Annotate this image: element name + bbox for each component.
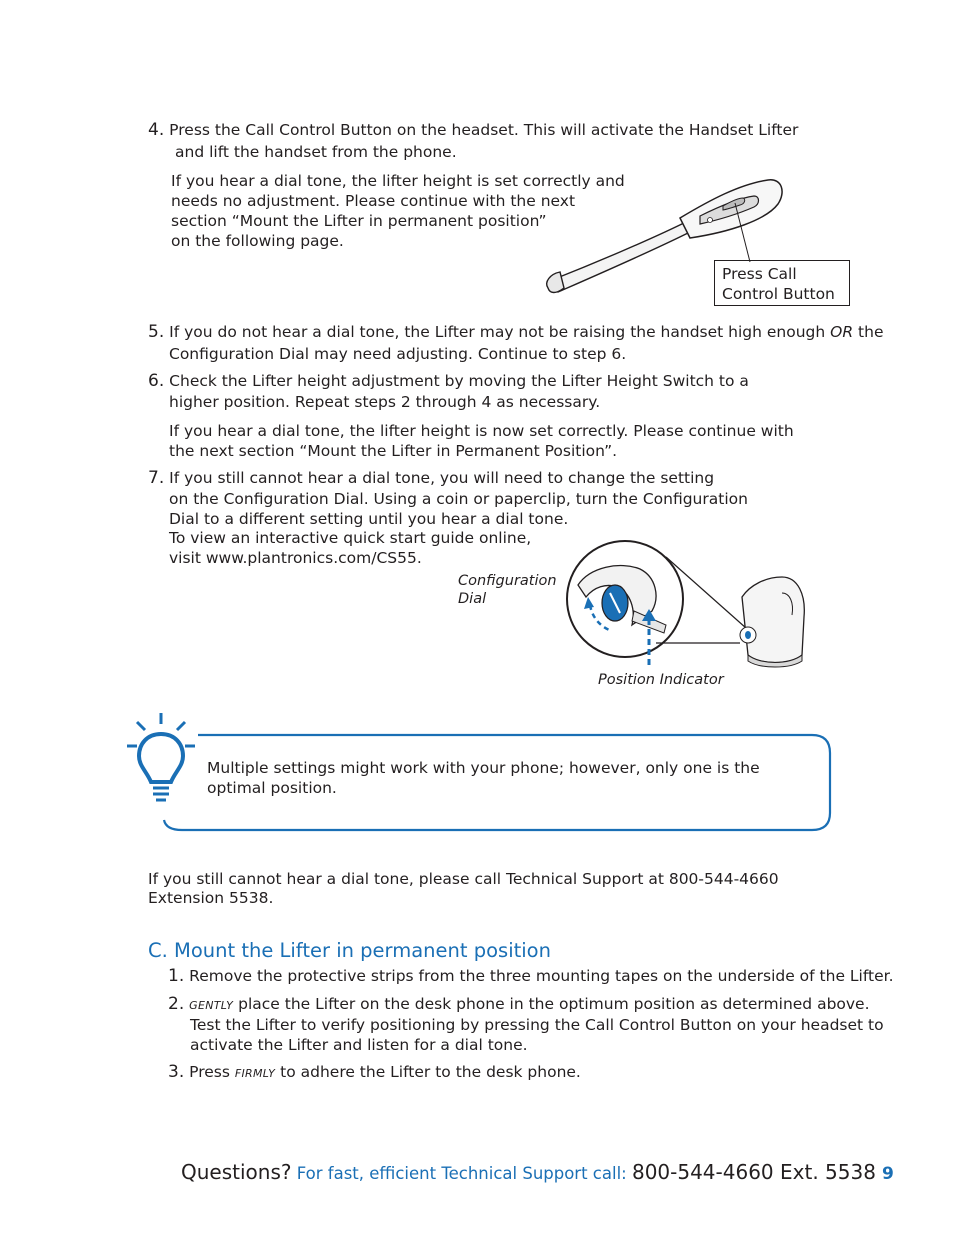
- section-c-step-3: [168, 1062, 581, 1084]
- step-number: 1.: [168, 966, 185, 986]
- support-line: If you still cannot hear a dial tone, please call Technical Support at 800-544-4660: [148, 870, 779, 888]
- support-phone: 800-544-4660 Ext. 5538: [631, 1160, 876, 1184]
- step-text: to adhere the Lifter to the desk phone.: [275, 1063, 581, 1081]
- step-5: [148, 322, 884, 342]
- step-text: If you still cannot hear a dial tone, you will need to change the setting: [169, 469, 715, 487]
- note-line: section “Mount the Lifter in permanent position”: [171, 212, 547, 230]
- step-7-line: on the Configuration Dial. Using a coin or paperclip, turn the Configuration: [169, 490, 748, 508]
- step-text-emphasis: FIRMLY: [234, 1067, 276, 1080]
- step-number: 2.: [168, 994, 185, 1014]
- step-7: [148, 468, 714, 488]
- note-line: If you hear a dial tone, the lifter height is set correctly and: [171, 172, 625, 190]
- step-6-note-line: the next section “Mount the Lifter in Permanent Position”.: [169, 442, 618, 460]
- step-number: 6.: [148, 371, 165, 391]
- label-line: Dial: [458, 591, 487, 607]
- step-7-url-line: visit www.plantronics.com/CS55.: [169, 549, 422, 567]
- section-c-step-2-line: Test the Lifter to verify positioning by pressing the Call Control Button on your headset to: [190, 1016, 884, 1034]
- label-line: Configuration: [458, 573, 557, 589]
- step-6-note-line: If you hear a dial tone, the lifter height is now set correctly. Please continue with: [169, 422, 794, 440]
- step-text-emphasis: OR: [830, 323, 854, 341]
- step-text: Remove the protective strips from the three mounting tapes on the underside of the Lifter.: [189, 967, 894, 985]
- support-note: [148, 870, 779, 908]
- step-5-line-2: Configuration Dial may need adjusting. Continue to step 6.: [169, 345, 627, 363]
- tip-line: Multiple settings might work with your phone; however, only one is the: [207, 759, 760, 777]
- step-number: 4.: [148, 120, 165, 140]
- configuration-dial-label: [458, 572, 557, 608]
- questions-label: Questions?: [181, 1160, 292, 1184]
- note-line: on the following page.: [171, 232, 344, 250]
- step-text: If you do not hear a dial tone, the Lifter may not be raising the handset high enough: [169, 323, 831, 341]
- page-number: 9: [882, 1164, 894, 1184]
- step-text: the: [853, 323, 884, 341]
- step-6-line-2: higher position. Repeat steps 2 through 4 as necessary.: [169, 393, 601, 411]
- callout-line: Press Call: [722, 265, 797, 283]
- step-text: place the Lifter on the desk phone in the optimum position as determined above.: [233, 995, 870, 1013]
- section-heading: C. Mount the Lifter in permanent position: [148, 939, 551, 962]
- section-c-step-2: [168, 994, 870, 1016]
- step-number: 5.: [148, 322, 165, 342]
- step-7-line: Dial to a different setting until you hear a dial tone.: [169, 510, 569, 528]
- step-6: [148, 371, 749, 391]
- step-4: [148, 120, 798, 140]
- footer-support-line: [181, 1160, 876, 1184]
- section-c-step-2-line: activate the Lifter and listen for a dial tone.: [190, 1036, 528, 1054]
- support-line: Extension 5538.: [148, 889, 274, 907]
- section-c-step-1: [168, 966, 894, 986]
- note-line: needs no adjustment. Please continue with the next: [171, 192, 576, 210]
- step-4-line-2: and lift the handset from the phone.: [175, 143, 457, 161]
- step-text: Check the Lifter height adjustment by moving the Lifter Height Switch to a: [169, 372, 749, 390]
- step-number: 7.: [148, 468, 165, 488]
- step-number: 3.: [168, 1062, 185, 1082]
- step-text-emphasis: GENTLY: [189, 999, 234, 1012]
- configuration-dial-illustration: [560, 535, 820, 680]
- position-indicator-label: Position Indicator: [598, 672, 724, 688]
- step-text: Press the Call Control Button on the headset. This will activate the Handset Lifter: [169, 121, 799, 139]
- support-text: For fast, efficient Technical Support call:: [291, 1164, 632, 1183]
- tip-line: optimal position.: [207, 779, 337, 797]
- step-text: Press: [184, 1063, 235, 1081]
- step-7-line: To view an interactive quick start guide online,: [169, 529, 532, 547]
- tip-text: [207, 758, 760, 798]
- call-control-callout: [714, 260, 850, 306]
- callout-line: Control Button: [722, 285, 835, 303]
